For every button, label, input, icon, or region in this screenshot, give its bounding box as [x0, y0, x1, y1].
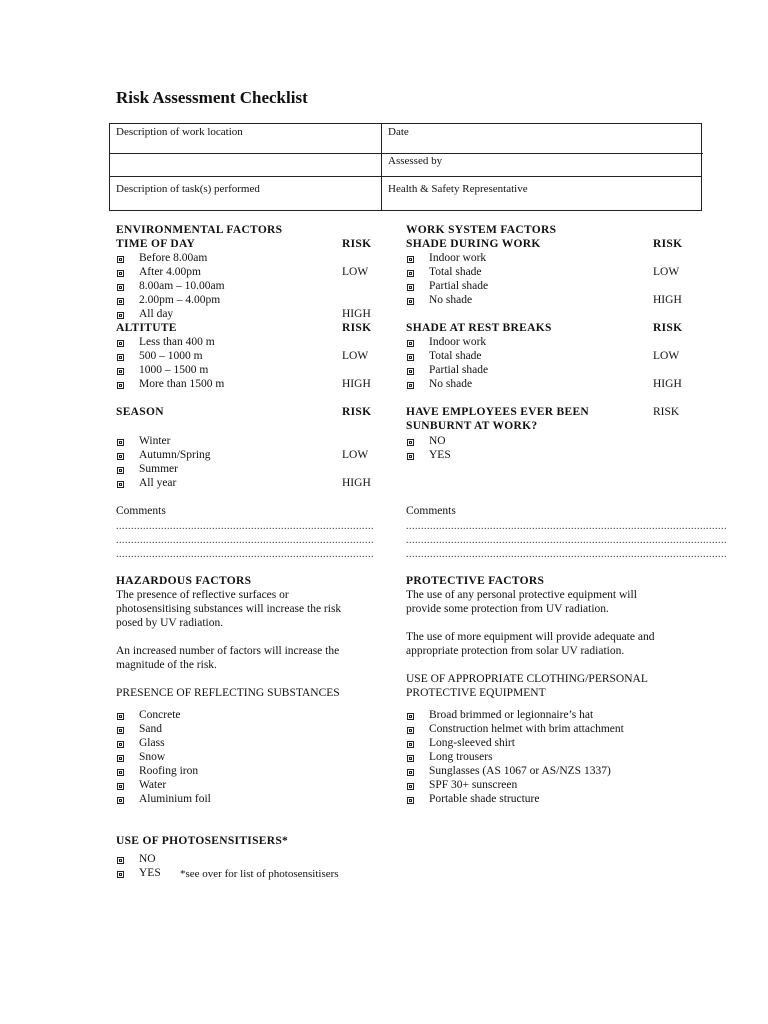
ppe-item-checkbox[interactable] — [407, 755, 414, 762]
left-comment-line-3[interactable]: ...................................................................................... — [116, 549, 374, 560]
shade-work-item-checkbox[interactable] — [407, 284, 414, 291]
time-of-day-low: LOW — [342, 266, 369, 278]
ppe-heading-line2: PROTECTIVE EQUIPMENT — [406, 687, 546, 699]
time-of-day-item-checkbox[interactable] — [117, 284, 124, 291]
right-comment-line-3[interactable]: ........................................................................................................... — [406, 549, 727, 560]
hazardous-para2-line2: magnitude of the risk. — [116, 659, 217, 671]
time-of-day-item-label: After 4.00pm — [139, 266, 201, 278]
shade-work-risk: RISK — [653, 238, 683, 250]
shade-rest-item-checkbox[interactable] — [407, 368, 414, 375]
left-comment-line-2[interactable]: ...................................................................................... — [116, 535, 374, 546]
ppe-item-label: Sunglasses (AS 1067 or AS/NZS 1337) — [429, 765, 611, 777]
left-comment-line-1[interactable]: ...................................................................................... — [116, 521, 374, 532]
photosensitisers-yes-checkbox[interactable] — [117, 871, 124, 878]
time-of-day-item-label: Before 8.00am — [139, 252, 208, 264]
time-of-day-item-checkbox[interactable] — [117, 298, 124, 305]
altitude-item-label: 1000 – 1500 m — [139, 364, 209, 376]
photosensitisers-heading: USE OF PHOTOSENSITISERS* — [116, 835, 289, 847]
sunburnt-heading-line1: HAVE EMPLOYEES EVER BEEN — [406, 406, 590, 418]
ppe-item-label: Portable shade structure — [429, 793, 540, 805]
ppe-item-label: Broad brimmed or legionnaire’s hat — [429, 709, 594, 721]
season-item-label: Autumn/Spring — [139, 449, 211, 461]
reflecting-substance-item-checkbox[interactable] — [117, 797, 124, 804]
shade-work-item-label: Partial shade — [429, 280, 489, 292]
shade-rest-item-checkbox[interactable] — [407, 340, 414, 347]
altitude-heading: ALTITUTE — [116, 322, 177, 334]
shade-rest-item-checkbox[interactable] — [407, 382, 414, 389]
right-comment-line-1[interactable]: ........................................................................................................... — [406, 521, 727, 532]
reflecting-substance-item-label: Snow — [139, 751, 166, 763]
shade-work-item-checkbox[interactable] — [407, 256, 414, 263]
ppe-item-checkbox[interactable] — [407, 769, 414, 776]
sunburnt-item-checkbox[interactable] — [407, 453, 414, 460]
shade-work-item-checkbox[interactable] — [407, 270, 414, 277]
right-comments-label: Comments — [406, 505, 456, 517]
time-of-day-item-label: 2.00pm – 4.00pm — [139, 294, 221, 306]
shade-rest-item-label: Indoor work — [429, 336, 487, 348]
reflecting-substance-item-label: Aluminium foil — [139, 793, 211, 805]
time-of-day-item-checkbox[interactable] — [117, 270, 124, 277]
altitude-item-checkbox[interactable] — [117, 368, 124, 375]
season-item-checkbox[interactable] — [117, 481, 124, 488]
photosensitisers-no-checkbox[interactable] — [117, 857, 124, 864]
protective-para2-line1: The use of more equipment will provide adequate and — [406, 631, 655, 643]
shade-rest-low: LOW — [653, 350, 680, 362]
ppe-item-label: Construction helmet with brim attachment — [429, 723, 624, 735]
reflecting-substance-item-checkbox[interactable] — [117, 783, 124, 790]
ppe-item-label: Long-sleeved shirt — [429, 737, 515, 749]
sunburnt-item-checkbox[interactable] — [407, 439, 414, 446]
ppe-item-label: SPF 30+ sunscreen — [429, 779, 518, 791]
hazardous-para2-line1: An increased number of factors will increase the — [116, 645, 340, 657]
left-comments-label: Comments — [116, 505, 166, 517]
season-item-checkbox[interactable] — [117, 439, 124, 446]
sunburnt-heading-line2: SUNBURNT AT WORK? — [406, 420, 538, 432]
tasks-field[interactable]: Description of task(s) performed — [116, 183, 260, 195]
season-item-label: Summer — [139, 463, 178, 475]
right-comment-line-2[interactable]: ........................................................................................................... — [406, 535, 727, 546]
shade-work-item-label: Indoor work — [429, 252, 487, 264]
work-system-heading: WORK SYSTEM FACTORS — [406, 224, 557, 236]
ppe-item-checkbox[interactable] — [407, 741, 414, 748]
shade-work-heading: SHADE DURING WORK — [406, 238, 541, 250]
photosensitisers-no-label: NO — [139, 853, 156, 865]
shade-work-high: HIGH — [653, 294, 682, 306]
protective-para2-line2: appropriate protection from solar UV radiation. — [406, 645, 625, 657]
reflecting-substance-item-checkbox[interactable] — [117, 755, 124, 762]
time-of-day-high: HIGH — [342, 308, 371, 320]
shade-rest-risk: RISK — [653, 322, 683, 334]
season-item-label: Winter — [139, 435, 171, 447]
reflecting-substance-item-label: Glass — [139, 737, 165, 749]
season-item-label: All year — [139, 477, 177, 489]
ppe-heading-line1: USE OF APPROPRIATE CLOTHING/PERSONAL — [406, 673, 648, 685]
reflecting-substances-heading: PRESENCE OF REFLECTING SUBSTANCES — [116, 687, 340, 699]
altitude-item-checkbox[interactable] — [117, 340, 124, 347]
shade-work-item-checkbox[interactable] — [407, 298, 414, 305]
shade-rest-high: HIGH — [653, 378, 682, 390]
altitude-high: HIGH — [342, 378, 371, 390]
time-of-day-heading: TIME OF DAY — [116, 238, 196, 250]
sunburnt-item-label: NO — [429, 435, 446, 447]
shade-rest-heading: SHADE AT REST BREAKS — [406, 322, 552, 334]
ppe-item-checkbox[interactable] — [407, 713, 414, 720]
photosensitisers-note: *see over for list of photosensitisers — [180, 868, 339, 880]
time-of-day-item-label: All day — [139, 308, 174, 320]
altitude-risk: RISK — [342, 322, 372, 334]
reflecting-substance-item-label: Concrete — [139, 709, 181, 721]
assessed-by-field[interactable]: Assessed by — [388, 155, 443, 167]
reflecting-substance-item-checkbox[interactable] — [117, 741, 124, 748]
hazardous-heading: HAZARDOUS FACTORS — [116, 575, 252, 587]
ppe-item-label: Long trousers — [429, 751, 493, 763]
hazardous-para1-line2: photosensitising substances will increase the risk — [116, 603, 342, 615]
header-table — [109, 123, 702, 211]
hazardous-para1-line3: posed by UV radiation. — [116, 617, 224, 629]
ppe-item-checkbox[interactable] — [407, 783, 414, 790]
sunburnt-risk: RISK — [653, 406, 680, 418]
time-of-day-item-label: 8.00am – 10.00am — [139, 280, 225, 292]
work-location-field[interactable]: Description of work location — [116, 126, 243, 138]
altitude-item-label: More than 1500 m — [139, 378, 225, 390]
altitude-item-checkbox[interactable] — [117, 354, 124, 361]
protective-para1-line1: The use of any personal protective equipment will — [406, 589, 637, 601]
shade-rest-item-label: Total shade — [429, 350, 482, 362]
shade-work-item-label: No shade — [429, 294, 473, 306]
shade-rest-item-checkbox[interactable] — [407, 354, 414, 361]
season-item-checkbox[interactable] — [117, 467, 124, 474]
time-of-day-item-checkbox[interactable] — [117, 256, 124, 263]
reflecting-substance-item-checkbox[interactable] — [117, 769, 124, 776]
hazardous-para1-line1: The presence of reflective surfaces or — [116, 589, 289, 601]
season-low: LOW — [342, 449, 369, 461]
reflecting-substance-item-label: Sand — [139, 723, 162, 735]
hs-rep-field[interactable]: Health & Safety Representative — [388, 183, 528, 195]
altitude-item-label: 500 – 1000 m — [139, 350, 203, 362]
protective-para1-line2: provide some protection from UV radiation. — [406, 603, 609, 615]
time-of-day-risk: RISK — [342, 238, 372, 250]
shade-work-item-label: Total shade — [429, 266, 482, 278]
season-heading: SEASON — [116, 406, 164, 418]
page-title: Risk Assessment Checklist — [116, 88, 308, 107]
shade-rest-item-label: Partial shade — [429, 364, 489, 376]
photosensitisers-yes-label: YES — [139, 867, 161, 879]
reflecting-substance-item-checkbox[interactable] — [117, 727, 124, 734]
date-field[interactable]: Date — [388, 126, 409, 138]
ppe-item-checkbox[interactable] — [407, 727, 414, 734]
altitude-low: LOW — [342, 350, 369, 362]
shade-rest-item-label: No shade — [429, 378, 473, 390]
sunburnt-item-label: YES — [429, 449, 451, 461]
env-factors-heading: ENVIRONMENTAL FACTORS — [116, 224, 283, 236]
altitude-item-checkbox[interactable] — [117, 382, 124, 389]
season-item-checkbox[interactable] — [117, 453, 124, 460]
ppe-item-checkbox[interactable] — [407, 797, 414, 804]
reflecting-substance-item-label: Water — [139, 779, 167, 791]
time-of-day-item-checkbox[interactable] — [117, 312, 124, 319]
season-risk: RISK — [342, 406, 372, 418]
season-high: HIGH — [342, 477, 371, 489]
protective-heading: PROTECTIVE FACTORS — [406, 575, 545, 587]
altitude-item-label: Less than 400 m — [139, 336, 215, 348]
shade-work-low: LOW — [653, 266, 680, 278]
reflecting-substance-item-checkbox[interactable] — [117, 713, 124, 720]
reflecting-substance-item-label: Roofing iron — [139, 765, 199, 777]
